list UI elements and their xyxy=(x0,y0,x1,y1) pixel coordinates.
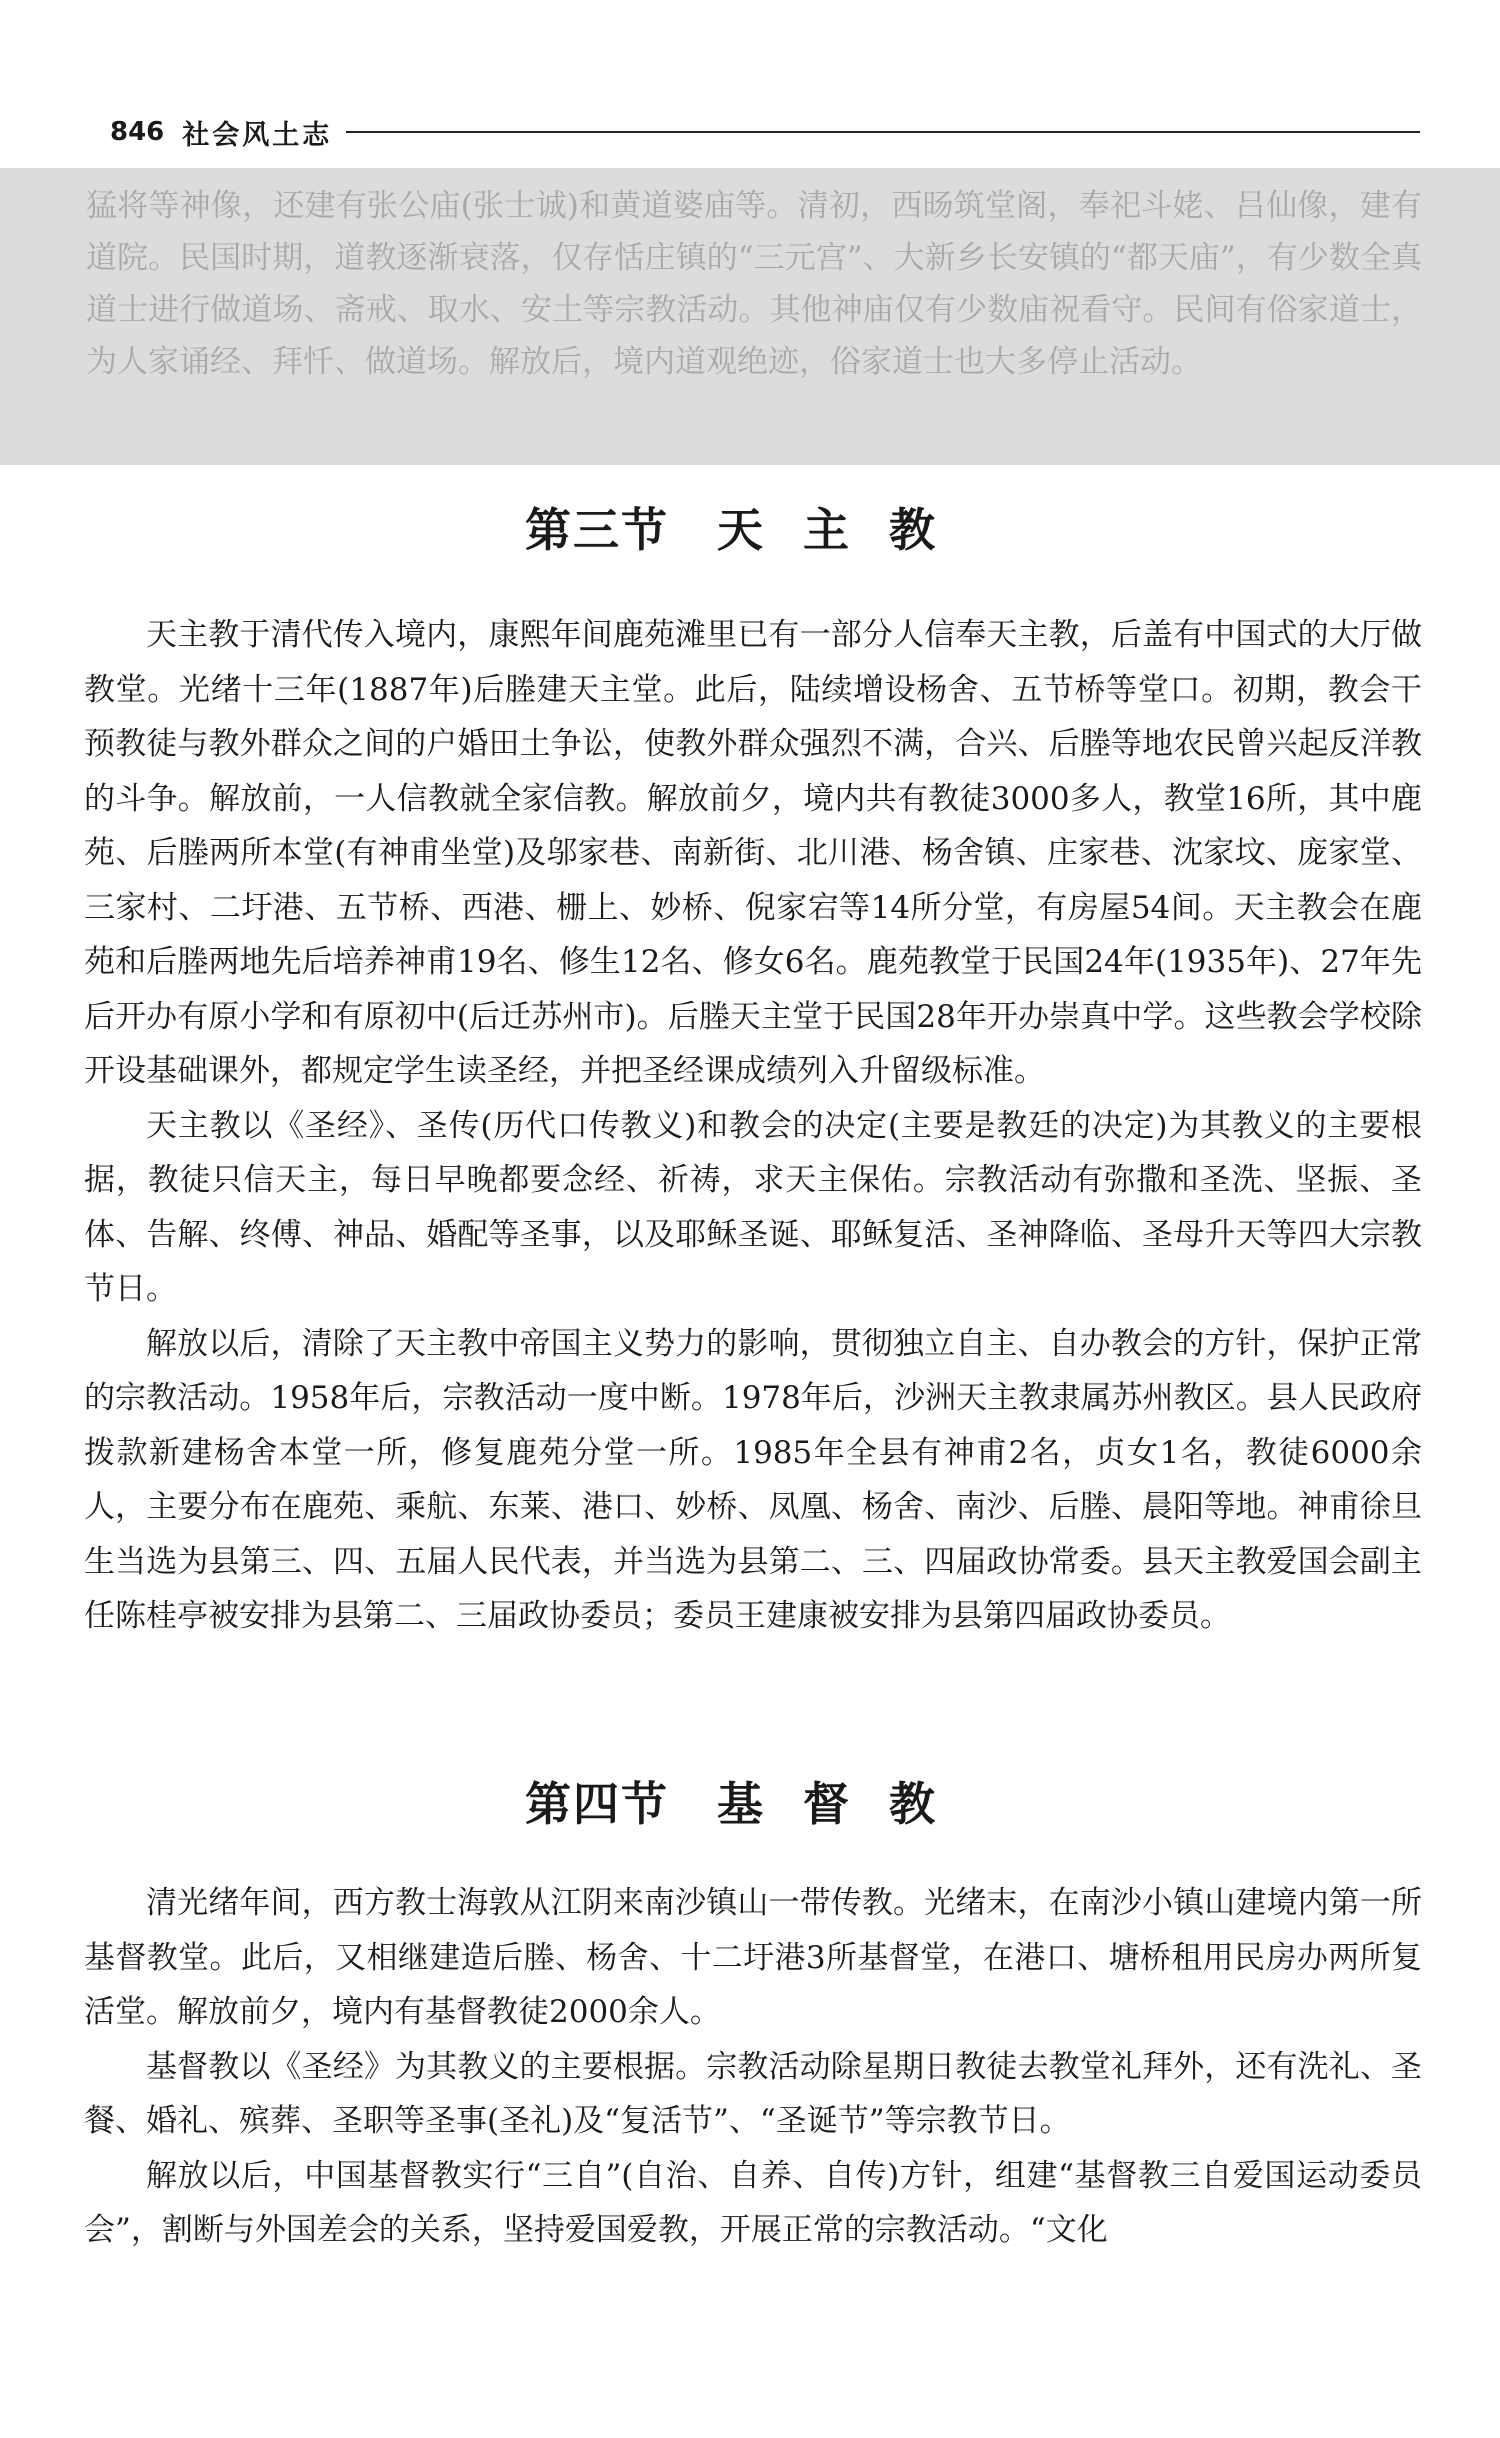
paragraph: 基督教以《圣经》为其教义的主要根据。宗教活动除星期日教徒去教堂礼拜外，还有洗礼、圣餐、婚礼、殡葬、圣职等圣事(圣礼)及“复活节”、“圣诞节”等宗教节日。 xyxy=(84,2048,1422,2139)
paragraph: 天主教于清代传入境内，康熙年间鹿苑滩里已有一部分人信奉天主教，后盖有中国式的大厅做教堂。光绪十三年(1887年)后塍建天主堂。此后，陆续增设杨舍、五节桥等堂口。初期，教会干预教徒与教外群众之间的户婚田土争讼，使教外群众强烈不满，合兴、后塍等地农民曾兴起反洋教的斗争。解放前，一人信教就全家信教。解放前夕，境内共有教徒3000多人，教堂16所，其中鹿苑、后塍两所本堂(有神甫坐堂)及邬家巷、南新街、北川港、杨舍镇、庄家巷、沈家坟、庞家堂、三家村、二圩港、五节桥、西港、栅上、妙桥、倪家宕等14所分堂，有房屋54间。天主教会在鹿苑和后塍两地先后培养神甫19名、修生12名、修女6名。鹿苑教堂于民国24年(1935年)、27年先后开办有原小学和有原初中(后迁苏州市)。后塍天主堂于民国28年开办崇真中学。这些教会学校除开设基础课外，都规定学生读圣经，并把圣经课成绩列入升留级标准。 xyxy=(84,617,1422,1089)
header-rule xyxy=(346,131,1420,133)
section-number: 第四节 xyxy=(525,1777,669,1831)
section-body-catholicism xyxy=(84,608,1422,1644)
paragraph: 天主教以《圣经》、圣传(历代口传教义)和教会的决定(主要是教廷的决定)为其教义的主要根据，教徒只信天主，每日早晚都要念经、祈祷，求天主保佑。宗教活动有弥撒和圣洗、坚振、圣体、告解、终傅、神品、婚配等圣事，以及耶稣圣诞、耶稣复活、圣神降临、圣母升天等四大宗教节日。 xyxy=(84,1107,1422,1307)
section-body-protestantism xyxy=(84,1876,1422,2258)
section-number: 第三节 xyxy=(525,503,669,557)
section-name: 天主教 xyxy=(717,503,975,557)
section-name: 基督教 xyxy=(717,1777,975,1831)
paragraph: 解放以后，中国基督教实行“三自”(自治、自养、自传)方针，组建“基督教三自爱国运动委员会”，割断与外国差会的关系，坚持爱国爱教，开展正常的宗教活动。“文化 xyxy=(84,2157,1422,2248)
section-title-catholicism xyxy=(0,494,1500,560)
running-header xyxy=(110,112,1420,152)
paragraph: 解放以后，清除了天主教中帝国主义势力的影响，贯彻独立自主、自办教会的方针，保护正常的宗教活动。1958年后，宗教活动一度中断。1978年后，沙洲天主教隶属苏州教区。县人民政府拨款新建杨舍本堂一所，修复鹿苑分堂一所。1985年全县有神甫2名，贞女1名，教徒6000余人，主要分布在鹿苑、乘航、东莱、港口、妙桥、凤凰、杨舍、南沙、后塍、晨阳等地。神甫徐旦生当选为县第三、四、五届人民代表，并当选为县第二、三、四届政协常委。县天主教爱国会副主任陈桂亭被安排为县第二、三届政协委员；委员王建康被安排为县第四届政协委员。 xyxy=(84,1325,1422,1634)
running-title: 社会风土志 xyxy=(182,119,333,151)
carryover-text: 猛将等神像，还建有张公庙(张士诚)和黄道婆庙等。清初，西旸筑堂阁，奉祀斗姥、吕仙像，建有道院。民国时期，道教逐渐衰落，仅存恬庄镇的“三元宫”、大新乡长安镇的“都天庙”，有少数全真道士进行做道场、斋戒、取水、安土等宗教活动。其他神庙仅有少数庙祝看守。民间有俗家道士，为人家诵经、拜忏、做道场。解放后，境内道观绝迹，俗家道士也大多停止活动。 xyxy=(86,188,1422,380)
paragraph: 清光绪年间，西方教士海敦从江阴来南沙镇山一带传教。光绪末，在南沙小镇山建境内第一所基督教堂。此后，又相继建造后塍、杨舍、十二圩港3所基督堂，在港口、塘桥租用民房办两所复活堂。解放前夕，境内有基督教徒2000余人。 xyxy=(84,1885,1422,2030)
carryover-paragraph xyxy=(86,180,1422,388)
page-number: 846 xyxy=(110,117,165,147)
section-title-protestantism xyxy=(0,1768,1500,1834)
